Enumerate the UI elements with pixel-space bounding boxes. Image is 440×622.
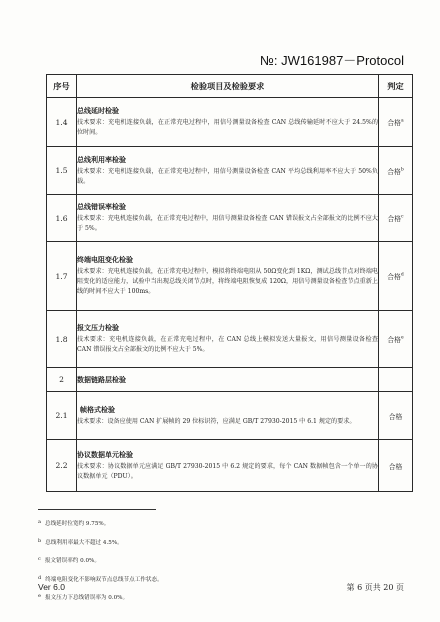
item-requirement: 技术要求：充电机连接负载，在正常充电过程中，用信号测量设备检查 CAN 错误报文占全部报文的比例不应大于 5%。 [77,215,378,232]
table-row [47,392,413,440]
row-verdict: 合格 [379,440,413,492]
item-requirement: 技术要求：设备应使用 CAN 扩展帧的 29 位标识符，应满足 GB/T 27930-2015 中 6.1 规定的要求。 [77,417,356,425]
footnote: $^c$ 报文错误率约 0.0%。 [38,556,100,564]
item-title: 帧格式检验 [80,404,115,414]
footnote: $^e$ 报文压力下总线错误率为 0.0%。 [38,593,129,601]
table-row [47,147,413,195]
row-content [77,311,379,368]
section-verdict-cell [379,368,413,392]
row-content [77,195,379,242]
row-content [77,147,379,195]
row-number: 1.6 [47,195,77,242]
document-number: №: JW161987－Protocol [259,53,404,68]
footnote: $^a$ 总线延时位宽约 9.75%。 [38,519,110,527]
row-number: 1.7 [47,242,77,311]
header-verdict: 判定 [379,75,413,98]
item-title: 报文压力检验 [77,323,119,332]
item-title: 总线延时检验 [77,106,119,115]
footnote: $^b$ 总线利用率最大不超过 4.5%。 [38,537,123,546]
table-row [47,98,413,147]
row-content [77,440,379,492]
row-content [77,242,379,311]
footnote-mark: b [400,167,404,173]
row-number: 2.1 [47,392,77,440]
row-verdict: 合格$^b$ [379,147,413,195]
row-verdict: 合格 [379,392,413,440]
row-number: 2.2 [47,440,77,492]
item-requirement: 技术要求：充电机连接负载，在正常充电过程中，模拟将终端电阻从 50Ω变化到 1KΩ，测试总线节点对终端电阻变化的适应能力，试验中当出现总线关闭节点时，将终端电阻恢复成 120Ω，用信号测量设备检查节点重新上线的时间不应大于 100ms。 [77,268,378,295]
table-row [47,195,413,242]
item-title: 协议数据单元检验 [77,449,133,459]
footnote-mark: a [400,118,404,124]
item-requirement: 技术要求：充电机连接负载，在正常充电过程中，用信号测量设备检查 CAN 总线传输延时不应大于 24.5%的位时间。 [77,119,378,136]
footnote-mark: e [400,335,404,341]
section-number: 2 [47,368,77,392]
item-requirement: 技术要求：充电机连接负载，在正常充电过程中，用信号测量设备检查 CAN 平均总线利用率不应大于 50%负载。 [77,167,378,185]
header-number: 序号 [47,75,77,98]
item-title: 总线利用率检验 [77,154,126,164]
header-item: 检验项目及检验要求 [77,75,379,98]
section-row [47,368,413,392]
item-title: 总线错误率检验 [77,202,126,211]
footnote-divider [38,509,156,510]
item-title: 终端电阻变化检验 [77,255,133,264]
row-content [77,392,379,440]
row-number: 1.5 [47,147,77,195]
version-label: Ver 6.0 [38,582,65,592]
inspection-table [46,74,413,492]
footnotes [38,514,163,607]
table-header-row [47,75,413,98]
page-number: 第 6 页共 20 页 [346,583,404,592]
table-row [47,311,413,368]
row-number: 1.8 [47,311,77,368]
footnote-mark: c [401,214,404,220]
footnote: $^d$ 终端电阻变化不影响双节点总线节点工作状态。 [38,574,163,583]
row-verdict: 合格$^d$ [379,242,413,311]
table-row [47,440,413,492]
row-number: 1.4 [47,98,77,147]
row-content [77,98,379,147]
footnote-mark: d [400,272,404,278]
row-verdict: 合格$^c$ [379,195,413,242]
section-title: 数据链路层检验 [77,368,379,392]
row-verdict: 合格$^a$ [379,98,413,147]
item-requirement: 技术要求：协议数据单元应满足 GB/T 27930-2015 中 6.2 规定的要求，每个 CAN 数据帧包含一个单一的协议数据单元（PDU）。 [77,462,378,480]
row-verdict: 合格$^e$ [379,311,413,368]
table-row [47,242,413,311]
item-requirement: 技术要求：充电机连接负载，在正常充电过程中，在 CAN 总线上模拟发送大量报文，用信号测量设备检查 CAN 错误报文占全部报文的比例不应大于 5%。 [77,336,378,353]
